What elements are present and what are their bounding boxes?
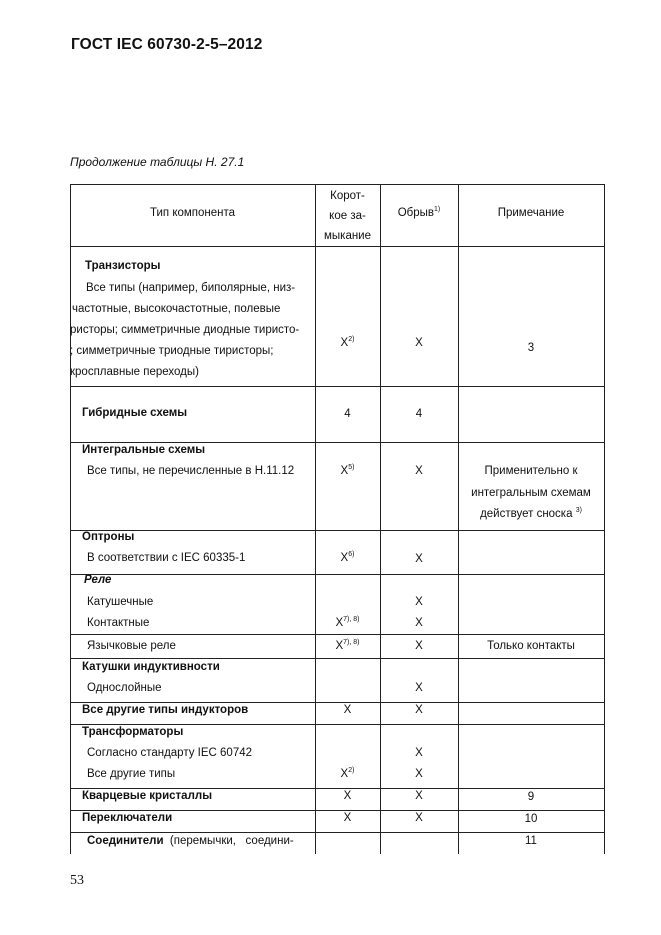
row-title-inductors: Катушки индуктивности — [82, 661, 220, 673]
row-divider — [70, 658, 605, 659]
ic-note-line: интегральным схемам — [471, 487, 591, 499]
transistors-note: 3 — [527, 342, 535, 354]
transformers-other-open: X — [415, 768, 423, 780]
row-title-relay: Реле — [84, 574, 112, 586]
reed-relay-note: Только контакты — [487, 640, 575, 652]
ic-text-line: Все типы, не перечисленные в Н.11.12 — [87, 465, 295, 477]
transistors-text-line: кросплавные переходы) — [70, 366, 199, 378]
switches-open: X — [415, 812, 423, 824]
transistors-text-line: ристоры; симметричные диодные тиристо- — [70, 324, 300, 336]
row-divider — [70, 574, 605, 575]
ic-note-line: Применительно к — [484, 465, 578, 477]
row-title-quartz: Кварцевые кристаллы — [82, 790, 213, 802]
other-inductors-short: X — [343, 704, 352, 716]
document-header: ГОСТ IEC 60730-2-5–2012 — [71, 36, 263, 53]
transformers-std-label: Согласно стандарту IEC 60742 — [87, 747, 253, 759]
row-title-transistors: Транзисторы — [85, 260, 161, 272]
transistors-open: X — [415, 337, 423, 349]
relay-contact-open: X — [415, 617, 423, 629]
table-border-right — [604, 184, 605, 854]
optrons-text-line: В соответствии с IEC 60335-1 — [87, 552, 246, 564]
row-title-hybrid: Гибридные схемы — [82, 407, 188, 419]
hybrid-open: 4 — [415, 408, 423, 420]
transformers-other-label: Все другие типы — [87, 768, 176, 780]
row-title-other-inductors: Все другие типы индукторов — [82, 704, 249, 716]
header-component-type: Тип компонента — [149, 207, 236, 219]
connectors-note: 11 — [525, 835, 537, 847]
relay-contact-short: $X^{7), 8)}$ — [335, 616, 360, 629]
reed-relay-short: $X^{7), 8)}$ — [335, 639, 360, 652]
table-caption: Продолжение таблицы Н. 27.1 — [70, 155, 245, 169]
relay-coil-open: X — [415, 596, 423, 608]
inductors-open: X — [415, 682, 423, 694]
ic-note-line: действует сноска $^{3)}$ — [480, 507, 582, 520]
relay-coil-label: Катушечные — [87, 596, 154, 608]
ic-short: $X^{5)}$ — [340, 464, 355, 477]
row-title-transformers: Трансформаторы — [82, 726, 184, 738]
row-divider — [70, 634, 605, 635]
other-inductors-open: X — [415, 704, 423, 716]
hybrid-short: 4 — [344, 408, 351, 420]
transistors-short: $X^{2)}$ — [340, 336, 355, 349]
row-title-switches: Переключатели — [82, 812, 173, 824]
transistors-text-line: ; симметричные триодные тиристоры; — [70, 345, 274, 357]
page-number: 53 — [70, 873, 84, 888]
reed-relay-label: Язычковые реле — [87, 640, 176, 652]
row-title-ic: Интегральные схемы — [82, 444, 206, 456]
switches-short: X — [343, 812, 352, 824]
header-note: Примечание — [497, 207, 565, 219]
transistors-text-line: частотные, высокочастотные, полевые — [72, 303, 281, 315]
column-divider — [315, 184, 316, 854]
optrons-short: $X^{6)}$ — [340, 551, 355, 564]
reed-relay-open: X — [415, 640, 423, 652]
relay-contact-label: Контактные — [87, 617, 150, 629]
quartz-short: X — [343, 790, 352, 802]
header-divider — [70, 246, 605, 247]
transformers-other-short: $X^{2)}$ — [340, 767, 355, 780]
header-open-circuit: Обрыв$^{1)}$ — [397, 206, 441, 219]
quartz-open: X — [415, 790, 423, 802]
optrons-open: X — [415, 553, 423, 565]
row-divider — [70, 530, 605, 531]
transformers-std-open: X — [415, 747, 423, 759]
table-border-top — [70, 184, 605, 185]
row-divider — [70, 832, 605, 833]
quartz-note: 9 — [527, 791, 535, 803]
row-divider — [70, 386, 605, 387]
ic-open: X — [415, 465, 423, 477]
components-table — [70, 184, 605, 854]
header-short-circuit: Корот- кое за- мыкание — [323, 190, 372, 242]
table-border-left — [70, 184, 71, 854]
row-title-connectors: Соединители (перемычки, соедини- — [87, 835, 294, 847]
transistors-text-line: Все типы (например, биполярные, низ- — [86, 282, 296, 294]
switches-note: 10 — [524, 813, 538, 825]
inductors-text-line: Однослойные — [87, 682, 162, 694]
row-title-optrons: Оптроны — [82, 531, 135, 543]
